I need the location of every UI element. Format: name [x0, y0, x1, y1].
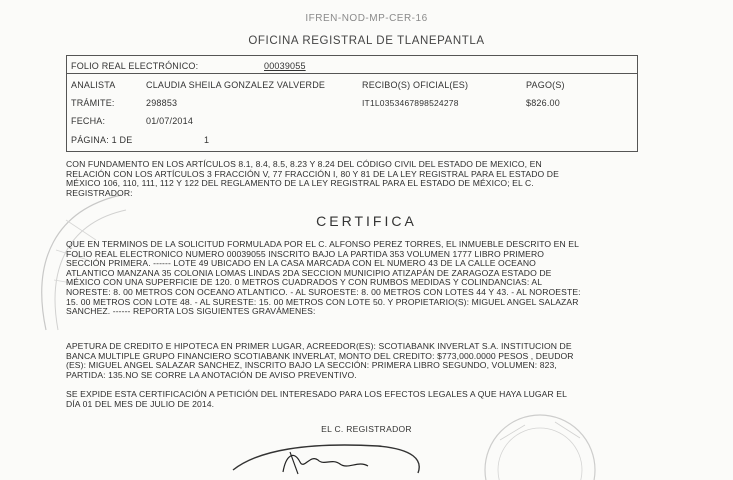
fecha-label: FECHA: — [71, 116, 106, 126]
fecha-value: 01/07/2014 — [146, 116, 194, 126]
body-line: FOLIO REAL ELECTRONICO NUMERO 00039055 INSCRITO BAJO LA PARTIDA 353 VOLUMEN 1777 LIBRO PRIMERO — [66, 248, 545, 259]
tramite-value: 298853 — [146, 98, 178, 108]
intro-line: RELACIÓN CON LOS ARTÍCULOS 3 FRACCIÓN V, 77 FRACCIÓN I, 80 Y 81 DE LA LEY REGISTRAL PARA EL ESTADO DE — [66, 168, 559, 179]
analista-label: ANALISTA — [71, 80, 116, 90]
pago-label: PAGO(S) — [526, 80, 565, 90]
pagina-label: PÁGINA: 1 DE — [71, 135, 133, 145]
legal-foundation-paragraph — [66, 160, 638, 198]
intro-line: REGISTRADOR: — [66, 187, 133, 198]
closing-line: SE EXPIDE ESTA CERTIFICACIÓN A PETICIÓN DEL INTERESADO PARA LOS EFECTOS LEGALES A QUE HAYA LUGAR EL — [66, 389, 568, 399]
body-line: QUE EN TERMINOS DE LA SOLICITUD FORMULADA POR EL C. ALFONSO PEREZ TORRES, EL INMUEBLE DESCRITO EN EL — [66, 239, 580, 249]
closing-line: DÍA 01 DEL MES DE JULIO DE 2014. — [66, 398, 215, 409]
pagina-total: 1 — [204, 135, 210, 145]
recibo-value: IT1L0353467898524278 — [362, 98, 459, 108]
lien-paragraph — [66, 342, 638, 380]
handwritten-signature — [228, 440, 428, 475]
body-line: 15. 00 METROS CON LOTE 48. - AL SURESTE: 15. 00 METROS CON LOTE 50. Y PROPIETARIO(S): MIGUEL ANGEL SALAZAR — [66, 296, 579, 307]
seal-stamp-right — [470, 400, 600, 480]
certifica-title: CERTIFICA — [316, 213, 417, 229]
body-line: ATLANTICO MANZANA 35 COLONIA LOMAS LINDAS 2DA SECCION MUNICIPIO ATIZAPÁN DE ZARAGOZA ESTADO DE — [66, 267, 552, 278]
document-code: IFREN-NOD-MP-CER-16 — [305, 13, 428, 24]
intro-line: MÉXICO 106, 110, 111, 112 Y 122 DEL REGLAMENTO DE LA LEY REGISTRAL PARA EL ESTADO DE MÉXICO; EL C. — [66, 178, 534, 189]
intro-line: CON FUNDAMENTO EN LOS ARTÍCULOS 8.1, 8.4, 8.5, 8.23 Y 8.24 DEL CÓDIGO CIVIL DEL ESTADO DE MEXICO, EN — [66, 159, 542, 169]
body-line: NORESTE: 8. 00 METROS CON OCEANO ATLANTICO. - AL SUROESTE: 8. 00 METROS CON LOTES 44 Y 43. - AL NOROESTE: — [66, 286, 581, 297]
tramite-label: TRÁMITE: — [71, 98, 115, 108]
body-line: MÉXICO CON UNA SUPERFICIE DE 120. 0 METROS CUADRADOS Y CON RUMBOS MEDIDAS Y COLINDANCIAS: AL — [66, 277, 543, 288]
folio-value: 00039055 — [264, 61, 306, 71]
lien-line: BANCA MULTIPLE GRUPO FINANCIERO SCOTIABANK INVERLAT, MONTO DEL CREDITO: $773,000.0000 PESOS , DEUDOR — [66, 350, 574, 361]
lien-line: APETURA DE CREDITO E HIPOTECA EN PRIMER LUGAR, ACREEDOR(ES): SCOTIABANK INVERLAT S.A. INSTITUCION DE — [66, 341, 572, 351]
body-line: SECCIÓN PRIMERA. ------ LOTE 49 UBICADO EN LA CASA MARCADA CON EL NUMERO 43 DE LA CALLE OCEANO — [66, 258, 536, 269]
recibo-label: RECIBO(S) OFICIAL(ES) — [362, 80, 469, 90]
folio-label: FOLIO REAL ELECTRÓNICO: — [71, 61, 199, 71]
pago-value: $826.00 — [526, 98, 560, 108]
lien-line: (ES): MIGUEL ANGEL SALAZAR SANCHEZ, INSCRITO BAJO LA SECCIÓN: PRIMERA LIBRO SEGUNDO, VOLUMEN: 823, — [66, 360, 557, 371]
lien-line: PARTIDA: 135.NO SE CORRE LA ANOTACIÓN DE AVISO PREVENTIVO. — [66, 369, 357, 380]
office-title: OFICINA REGISTRAL DE TLANEPANTLA — [248, 35, 485, 47]
certification-body-paragraph — [66, 240, 638, 317]
analista-value: CLAUDIA SHEILA GONZALEZ VALVERDE — [146, 80, 326, 90]
registrar-title: EL C. REGISTRADOR — [321, 424, 412, 434]
info-box-divider — [66, 73, 638, 74]
body-line: SANCHEZ. ------ REPORTA LOS SIGUIENTES GRAVÁMENES: — [66, 306, 316, 317]
